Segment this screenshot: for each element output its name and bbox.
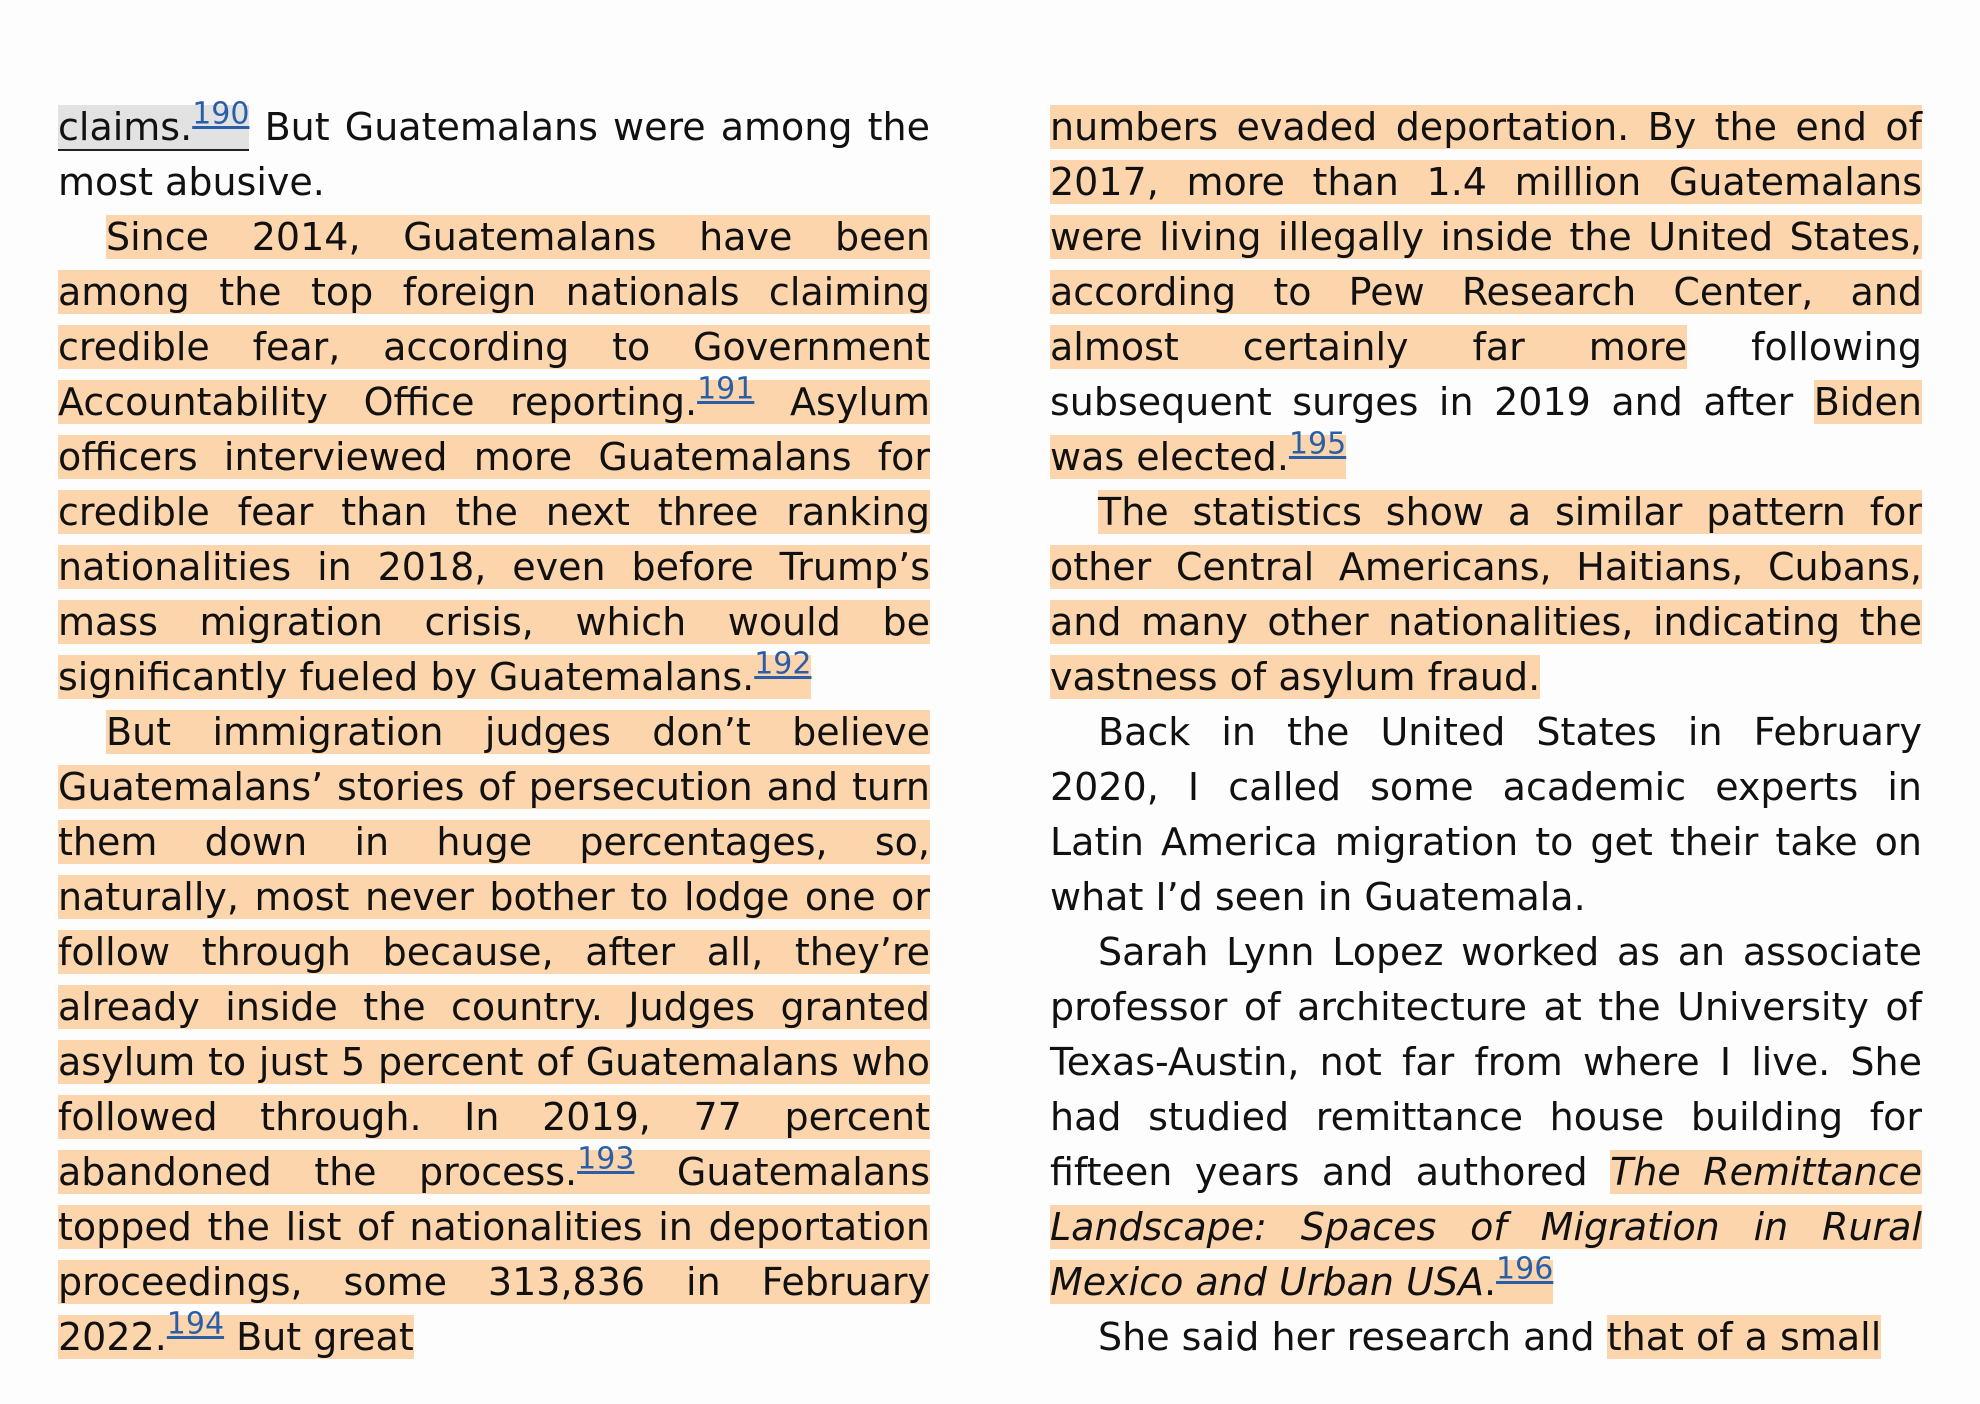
highlighted-text[interactable]: that of a small: [1606, 1315, 1882, 1359]
book-title: The Remittance Landscape: Spaces of Migration in Rural Mexico and Urban USA: [1050, 1150, 1922, 1304]
footnote-link[interactable]: 195: [1288, 426, 1347, 462]
paragraph: [58, 210, 930, 705]
paragraph: [58, 705, 930, 1365]
right-column: [1050, 100, 1922, 1365]
highlighted-text[interactable]: The Remittance Landscape: Spaces of Migration in Rural Mexico and Urban USA.$^{196}$: [1050, 1150, 1922, 1304]
paragraph: Back in the United States in February 2020, I called some academic experts in Latin America migration to get their take on what I’d seen in Guatemala.: [1050, 710, 1922, 919]
paragraph: numbers evaded deportation. By the end of 2017, more than 1.4 million Guatemalans were living illegally inside the United States, according to Pew Research Center, and almost certainly far more following subsequent surges in 2019 and after Biden was elected.$^{195}$: [1050, 105, 1923, 479]
paragraph: Sarah Lynn Lopez worked as an associate professor of architecture at the University of Texas-Austin, not far from where I live. She had studied remittance house building for fifteen years and authored The Remittance Landscape: Spaces of Migration in Rural Mexico and Urban USA.$^{196}$: [1050, 930, 1922, 1304]
paragraph: [1050, 485, 1922, 705]
footnote-link[interactable]: 190: [192, 96, 250, 132]
paragraph: She said her research and that of a small: [1098, 1315, 1882, 1359]
left-column: [58, 96, 930, 1365]
highlighted-text[interactable]: Since 2014, Guatemalans have been among the top foreign nationals claiming credible fear, according to Government Accountability Office reporting.$^{191}$ Asylum officers interviewed more Guatemalans for credible fear than the next three ranking nationalities in 2018, even before Trump’s mass migration crisis, which would be significantly fueled by Guatemalans.$^{192}$: [58, 215, 930, 699]
paragraph: claims.$^{190}$ But Guatemalans were among the most abusive.: [58, 96, 930, 204]
highlighted-text[interactable]: But immigration judges don’t believe Guatemalans’ stories of persecution and turn them down in huge percentages, so, naturally, most never bother to lodge one or follow through because, after all, they’re already inside the country. Judges granted asylum to just 5 percent of Guatemalans who followed through. In 2019, 77 percent abandoned the process.$^{193}$ Guatemalans topped the list of nationalities in deportation proceedings, some 313,836 in February 2022.$^{194}$ But great: [58, 710, 930, 1359]
highlighted-text[interactable]: numbers evaded deportation. By the end of 2017, more than 1.4 million Guatemalans were living illegally inside the United States, according to Pew Research Center, and almost certainly far more: [1050, 105, 1922, 369]
selected-text[interactable]: claims.$^{190}$: [58, 96, 250, 149]
footnote-link[interactable]: 196: [1496, 1251, 1554, 1287]
footnote-link[interactable]: 194: [166, 1306, 225, 1342]
footnote-link[interactable]: 193: [577, 1141, 635, 1177]
highlighted-text[interactable]: The statistics show a similar pattern for other Central Americans, Haitians, Cubans, and many other nationalities, indicating the vastness of asylum fraud.: [1050, 490, 1922, 699]
footnote-link[interactable]: 191: [697, 371, 755, 407]
footnote-link[interactable]: 192: [754, 646, 812, 682]
highlighted-text[interactable]: Biden was elected.$^{195}$: [1050, 380, 1922, 479]
